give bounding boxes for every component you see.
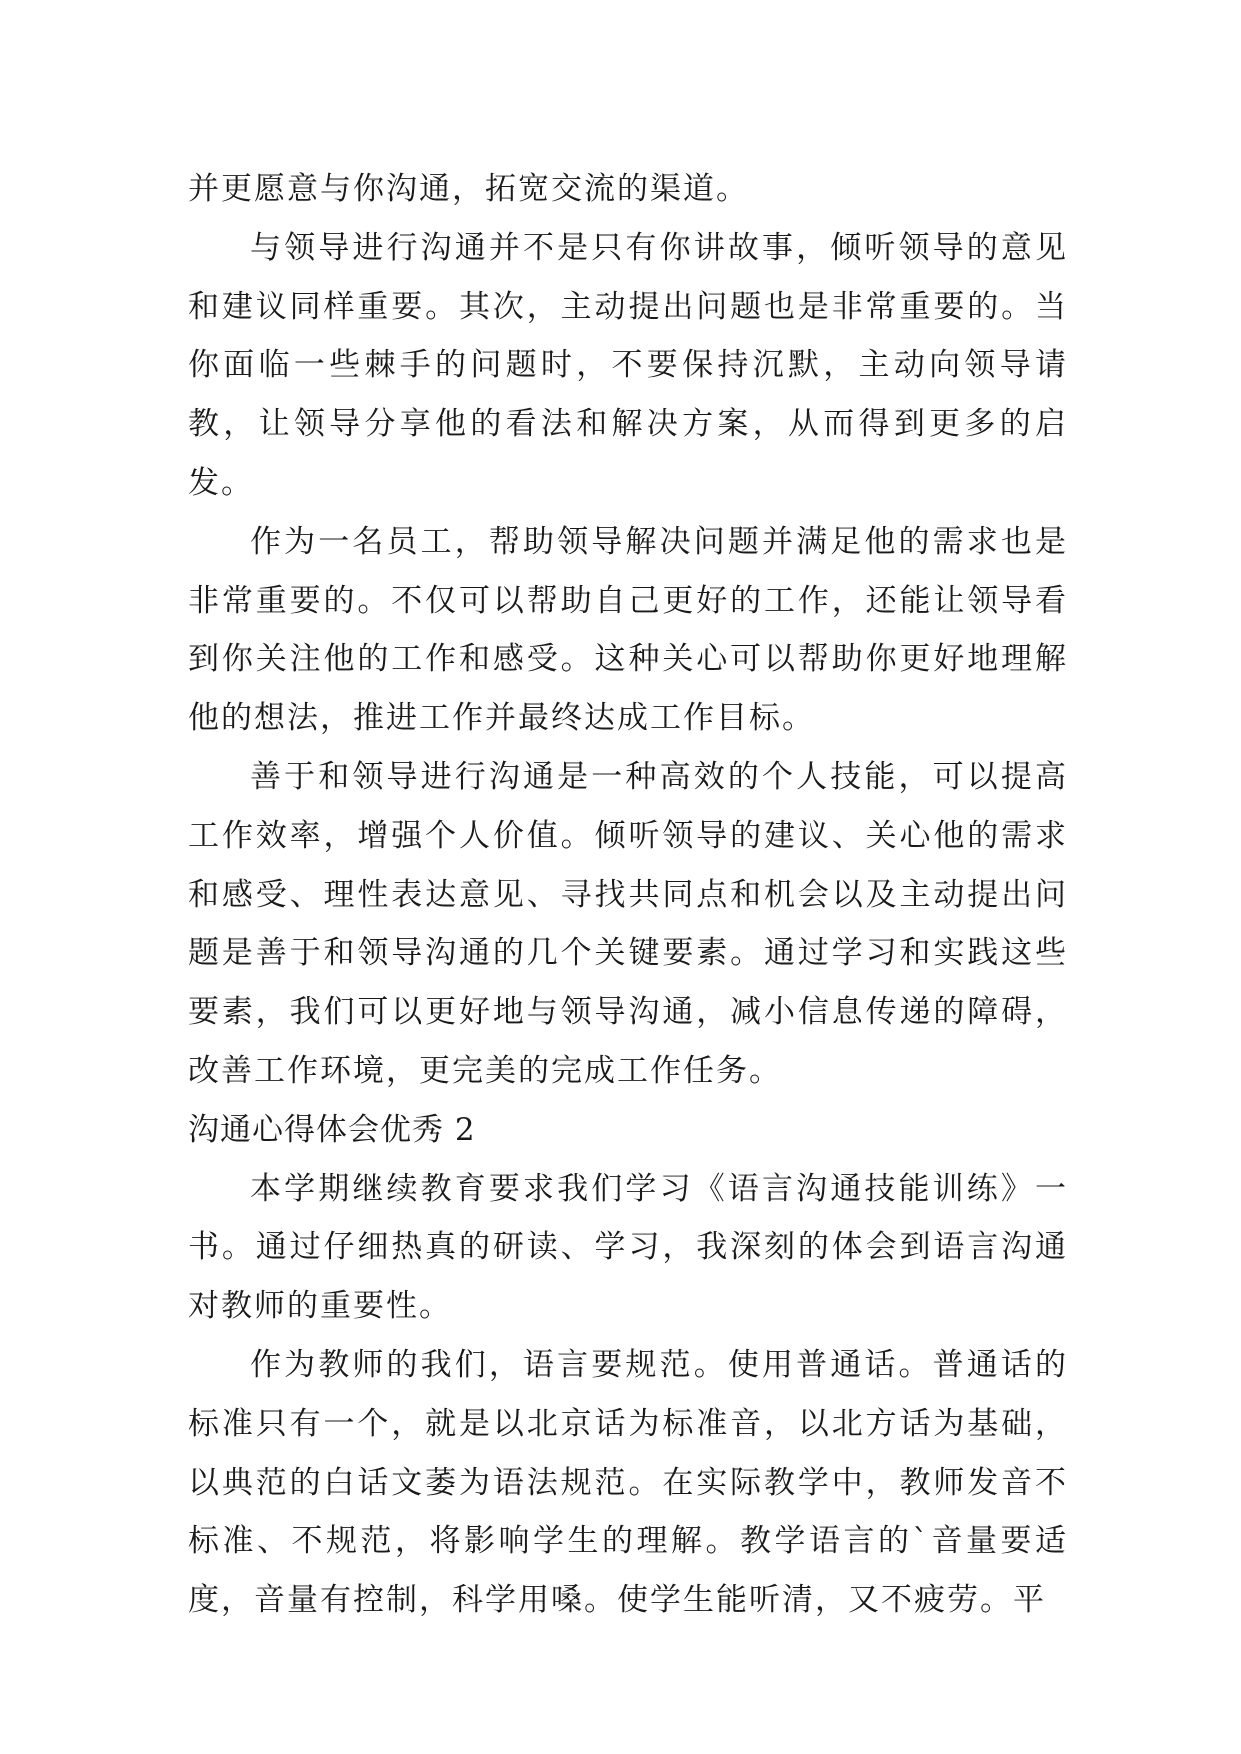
paragraph-course-intro: 本学期继续教育要求我们学习《语言沟通技能训练》一书。通过仔细热真的研读、学习，我深刻的体会到语言沟通对教师的重要性。	[188, 1170, 1068, 1325]
paragraph-summary: 善于和领导进行沟通是一种高效的个人技能，可以提高工作效率，增强个人价值。倾听领导的建议、关心他的需求和感受、理性表达意见、寻找共同点和机会以及主动提出问题是善于和领导沟通的几个关键要素。通过学习和实践这些要素，我们可以更好地与领导沟通，减小信息传递的障碍，改善工作环境，更完美的完成工作任务。	[188, 758, 1068, 1089]
paragraph-listen-to-leader: 与领导进行沟通并不是只有你讲故事，倾听领导的意见和建议同样重要。其次，主动提出问题也是非常重要的。当你面临一些棘手的问题时，不要保持沉默，主动向领导请教，让领导分享他的看法和解决方案，从而得到更多的启发。	[188, 229, 1068, 501]
paragraph-language-standard: 作为教师的我们，语言要规范。使用普通话。普通话的标准只有一个，就是以北京话为标准音，以北方话为基础，以典范的白话文萎为语法规范。在实际教学中，教师发音不标准、不规范，将影响学生的理解。教学语言的`音量要适度，音量有控制，科学用嗓。使学生能听清，又不疲劳。平	[188, 1346, 1068, 1619]
section-heading: 沟通心得体会优秀 2	[188, 1111, 476, 1148]
document-body	[188, 160, 1068, 1630]
paragraph-continuation: 并更愿意与你沟通，拓宽交流的渠道。	[188, 171, 749, 207]
paragraph-help-leader: 作为一名员工，帮助领导解决问题并满足他的需求也是非常重要的。不仅可以帮助自己更好的工作，还能让领导看到你关注他的工作和感受。这种关心可以帮助你更好地理解他的想法，推进工作并最终达成工作目标。	[188, 523, 1068, 737]
